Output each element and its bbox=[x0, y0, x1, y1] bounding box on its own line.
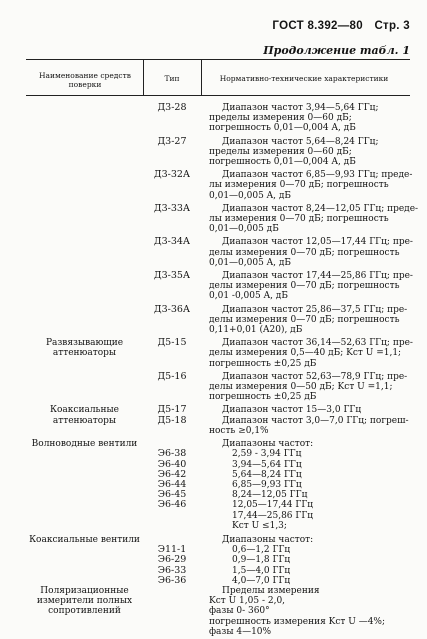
characteristic-line: 4,0—7,0 ГГц bbox=[232, 575, 291, 586]
characteristic-line: Пределы измерения bbox=[222, 585, 320, 596]
table-row bbox=[0, 137, 427, 168]
table-header-rule bbox=[26, 95, 410, 96]
characteristic-line: 0,01 -0,005 A, дБ bbox=[209, 291, 288, 302]
table-row bbox=[0, 490, 427, 500]
instrument-type: Д5-18 bbox=[157, 414, 187, 426]
characteristic-line: 0,01—0,005 дБ bbox=[209, 224, 279, 235]
instrument-type: Д3-27 bbox=[157, 135, 187, 147]
table-row bbox=[0, 271, 427, 302]
table-row bbox=[0, 170, 427, 201]
characteristic-line: делы измерения 0—70 дБ; погрешность bbox=[209, 314, 400, 325]
characteristic-line: погрешность 0,01—0,004 A, дБ bbox=[209, 157, 356, 168]
instrument-name: Коаксиальные аттенюаторы bbox=[50, 405, 119, 426]
characteristic-line: делы измерения 0,5—40 дБ; Kст U =1,1; bbox=[209, 348, 402, 359]
characteristic-line: 17,44—25,86 ГГц bbox=[232, 510, 314, 521]
instrument-type: Э6-36 bbox=[157, 574, 187, 586]
table-row bbox=[0, 204, 427, 235]
characteristic-line: 0,11+0,01 (A20), дБ bbox=[209, 325, 303, 336]
characteristic-line: 3,94—5,64 ГГц bbox=[232, 459, 302, 470]
characteristic-line: Диапазон частот 52,63—78,9 ГГц; пре- bbox=[222, 371, 408, 382]
table-row bbox=[0, 372, 427, 403]
column-header-name: Наименование средств поверки bbox=[39, 71, 131, 89]
instrument-type: Д3-36А bbox=[153, 303, 191, 315]
continuation-label: Продолжение табл. 1 bbox=[263, 44, 410, 57]
instrument-type: Э6-40 bbox=[157, 458, 187, 470]
table-row bbox=[0, 535, 427, 545]
instrument-type: Д3-32А bbox=[153, 169, 191, 181]
characteristic-line: 8,24—12,05 ГГц bbox=[232, 490, 308, 501]
table-row bbox=[0, 576, 427, 586]
instrument-type: Э6-45 bbox=[157, 489, 187, 501]
characteristic-line: Диапазон частот 3,94—5,64 ГГц; bbox=[222, 103, 379, 113]
characteristic-line: 0,01—0,005 A, дБ bbox=[209, 257, 292, 268]
table-row bbox=[0, 416, 427, 436]
table-row bbox=[0, 566, 427, 576]
instrument-name: Развязывающие аттенюаторы bbox=[45, 338, 124, 359]
characteristic-line: лы измерения 0—70 дБ; погрешность bbox=[209, 180, 389, 191]
characteristic-line: делы измерения 0—50 дБ; Kст U =1,1; bbox=[209, 382, 393, 393]
characteristic-line: погрешность измерения Kст U —4%; bbox=[209, 616, 386, 627]
instrument-type: Э6-46 bbox=[157, 499, 187, 511]
instrument-type: Э6-29 bbox=[157, 554, 187, 566]
characteristic-line: погрешность 0,01—0,004 A, дБ bbox=[209, 123, 356, 134]
instrument-name: Коаксиальные вентили bbox=[29, 534, 140, 545]
characteristic-line: Диапазон частот 12,05—17,44 ГГц; пре- bbox=[222, 237, 413, 248]
characteristic-line: 0,6—1,2 ГГц bbox=[232, 545, 291, 556]
characteristic-line: 2,59 - 3,94 ГГц bbox=[232, 449, 302, 460]
characteristic-line: Kст U 1,05 - 2,0, bbox=[209, 596, 286, 607]
page-number: Стр. 3 bbox=[374, 20, 410, 32]
characteristic-line: Диапазоны частот: bbox=[222, 534, 314, 545]
characteristic-line: погрешность ±0,25 дБ bbox=[209, 358, 317, 369]
characteristic-line: 12,05—17,44 ГГц bbox=[232, 500, 314, 511]
characteristic-line: 0,9—1,8 ГГц bbox=[232, 555, 291, 566]
page-header bbox=[272, 20, 410, 32]
table-row bbox=[0, 237, 427, 268]
characteristic-line: 5,64—8,24 ГГц bbox=[232, 469, 302, 480]
characteristic-line: Диапазон частот 5,64—8,24 ГГц; bbox=[222, 136, 379, 147]
characteristic-line: делы измерения 0—70 дБ; погрешность bbox=[209, 247, 400, 258]
table-row bbox=[0, 305, 427, 336]
characteristic-line: Kст U ≤1,3; bbox=[232, 520, 287, 531]
table-row bbox=[0, 511, 427, 531]
table-row bbox=[0, 470, 427, 480]
instrument-type: Д5-15 bbox=[157, 337, 187, 349]
characteristic-line: 1,5—4,0 ГГц bbox=[232, 565, 291, 576]
column-header-characteristics: Нормативно-технические характеристики bbox=[219, 74, 389, 83]
instrument-type: Э6-38 bbox=[157, 448, 187, 460]
characteristic-line: Диапазон частот 15—3,0 ГГц bbox=[222, 405, 362, 416]
table-row bbox=[0, 439, 427, 449]
table-row bbox=[0, 103, 427, 134]
table-row bbox=[0, 460, 427, 470]
table-top-rule bbox=[26, 59, 410, 60]
characteristic-line: делы измерения 0—70 дБ; погрешность bbox=[209, 281, 400, 292]
column-header-type: Тип bbox=[164, 74, 180, 83]
table-row bbox=[0, 449, 427, 459]
table-row bbox=[0, 480, 427, 490]
characteristic-line: Диапазон частот 6,85—9,93 ГГц; преде- bbox=[222, 170, 413, 181]
characteristic-line: ность ≥0,1% bbox=[209, 425, 269, 436]
characteristic-line: Диапазон частот 17,44—25,86 ГГц; пре- bbox=[222, 271, 413, 282]
table-row bbox=[0, 555, 427, 565]
characteristic-line: Диапазон частот 25,86—37,5 ГГц; пре- bbox=[222, 304, 408, 315]
characteristic-line: Диапазон частот 36,14—52,63 ГГц; пре- bbox=[222, 338, 413, 349]
standard-number: ГОСТ 8.392—80 bbox=[272, 20, 363, 32]
instrument-type: Д3-28 bbox=[157, 102, 187, 113]
instrument-type: Э6-42 bbox=[157, 468, 187, 480]
characteristic-line: фазы 0- 360° bbox=[209, 606, 270, 617]
table-row bbox=[0, 545, 427, 555]
instrument-type: Д3-35А bbox=[153, 270, 191, 282]
instrument-name: Поляризационные измерители полных сопротивлений bbox=[36, 585, 133, 617]
instrument-type: Д3-33А bbox=[153, 202, 191, 214]
characteristic-line: Диапазоны частот: bbox=[222, 439, 314, 450]
characteristic-line: пределы измерения 0—60 дБ; bbox=[209, 113, 352, 124]
characteristic-line: 6,85—9,93 ГГц bbox=[232, 479, 302, 490]
instrument-name: Волноводные вентили bbox=[31, 439, 138, 450]
instrument-type: Э11-1 bbox=[157, 544, 187, 556]
table-body bbox=[0, 103, 427, 639]
characteristic-line: погрешность ±0,25 дБ bbox=[209, 392, 317, 403]
instrument-type: Д5-16 bbox=[157, 370, 187, 382]
characteristic-line: 0,01—0,005 A, дБ bbox=[209, 190, 292, 201]
instrument-type: Д3-34А bbox=[153, 236, 191, 248]
characteristic-line: фазы 4—10% bbox=[209, 626, 272, 637]
instrument-type: Э6-44 bbox=[157, 478, 187, 490]
characteristic-line: лы измерения 0—70 дБ; погрешность bbox=[209, 214, 389, 225]
instrument-type: Э6-33 bbox=[157, 564, 187, 576]
characteristic-line: Диапазон частот 3,0—7,0 ГГц; погреш- bbox=[222, 415, 409, 426]
characteristic-line: Диапазон частот 8,24—12,05 ГГц; преде- bbox=[222, 203, 419, 214]
instrument-type: Д5-17 bbox=[157, 404, 187, 416]
table-row bbox=[0, 586, 427, 637]
table-row bbox=[0, 338, 427, 369]
characteristic-line: пределы измерения 0—60 дБ; bbox=[209, 146, 352, 157]
table-row bbox=[0, 500, 427, 510]
column-divider bbox=[201, 59, 202, 95]
